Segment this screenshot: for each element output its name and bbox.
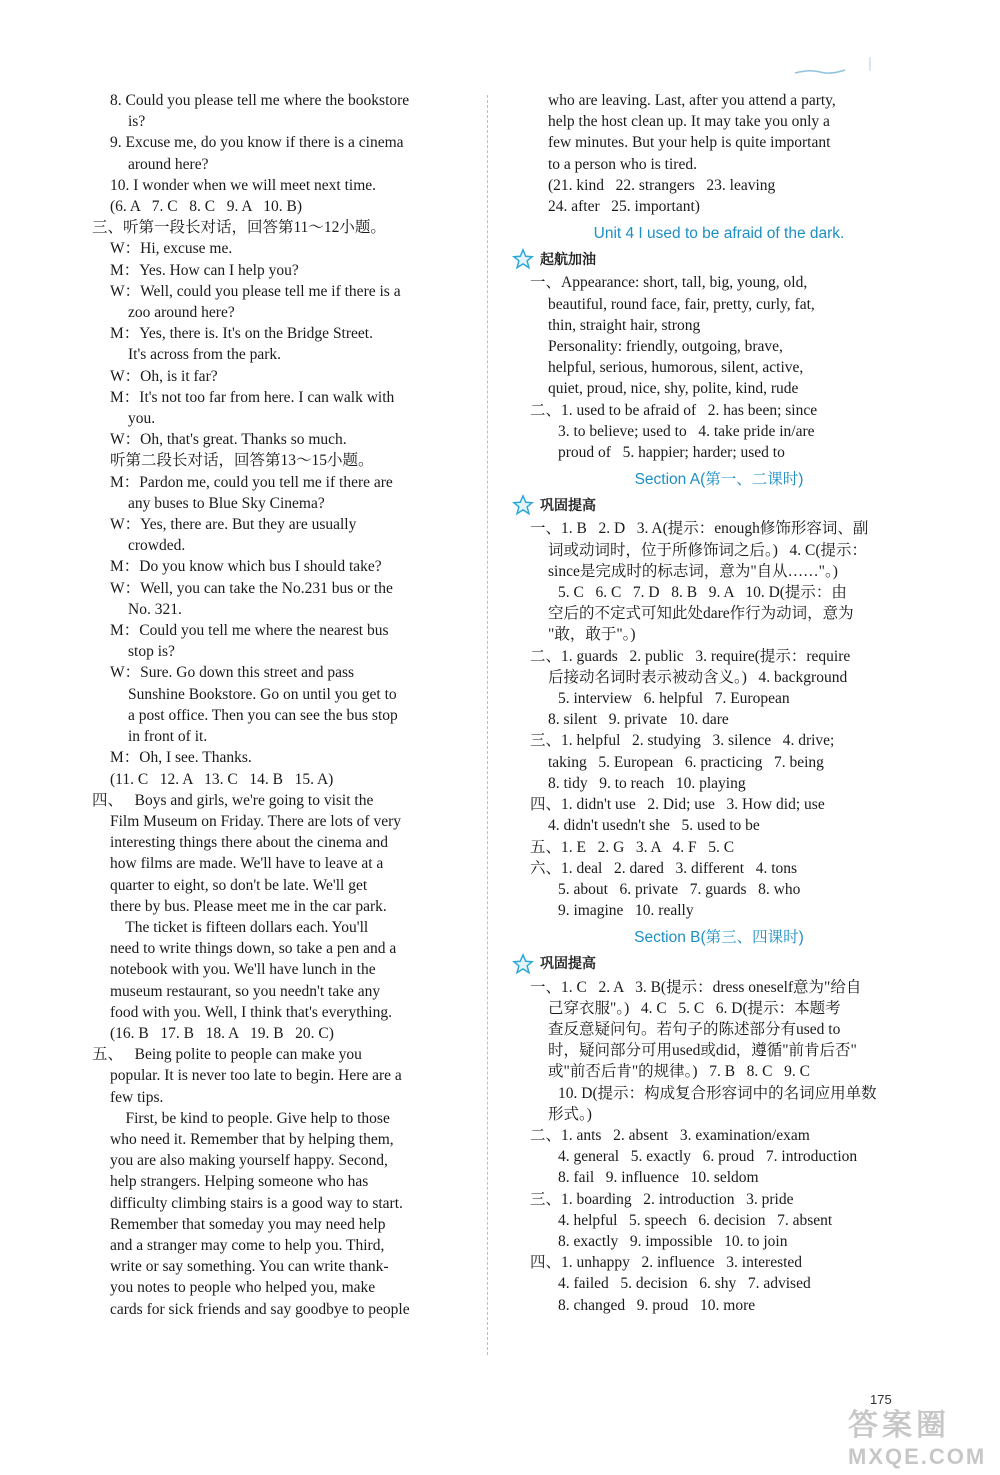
text-line: notebook with you. We'll have lunch in the xyxy=(110,961,376,979)
text-line: few tips. xyxy=(110,1088,164,1106)
text-line: zoo around here? xyxy=(128,304,235,322)
text-line: is? xyxy=(128,113,146,131)
text-line: need to write things down, so take a pen and a xyxy=(110,940,397,958)
star-icon xyxy=(512,248,534,270)
text-line: around here? xyxy=(128,155,209,173)
watermark-logo: 答案圈 MXQE.COM xyxy=(848,1409,987,1469)
warmup-answers xyxy=(530,272,908,463)
text-line: 词或动词时，位于所修饰词之后。) 4. C(提示： xyxy=(548,541,868,559)
text-line: M：Do you know which bus I should take? xyxy=(110,558,382,576)
text-line: 5. about 6. private 7. guards 8. who xyxy=(558,880,801,898)
header-decoration xyxy=(790,55,880,85)
text-line: 4. failed 5. decision 6. shy 7. advised xyxy=(558,1275,811,1293)
text-line: Personality: friendly, outgoing, brave, xyxy=(548,338,783,356)
text-line: 五、 Being polite to people can make you xyxy=(92,1046,362,1064)
text-line: 四、1. didn't use 2. Did; use 3. How did; use xyxy=(530,796,825,814)
text-line: 5. C 6. C 7. D 8. B 9. A 10. D(提示：由 xyxy=(558,584,847,602)
text-line: help strangers. Helping someone who has xyxy=(110,1173,369,1191)
text-line: 听第二段长对话，回答第13～15小题。 xyxy=(110,452,374,470)
text-line: Remember that someday you may need help xyxy=(110,1215,386,1233)
text-line: 9. imagine 10. really xyxy=(558,902,694,920)
text-line: interesting things there about the cinema and xyxy=(110,834,389,852)
text-line: help the host clean up. It may take you only a xyxy=(548,113,830,131)
text-line: there by bus. Please meet me in the car park. xyxy=(110,897,387,915)
subheading-label: 巩固提高 xyxy=(540,496,596,513)
text-line: 10. I wonder when we will meet next time. xyxy=(110,176,377,194)
text-line: It's across from the park. xyxy=(128,346,282,364)
text-line: crowded. xyxy=(128,537,186,555)
text-line: who need it. Remember that by helping them, xyxy=(110,1130,394,1148)
text-line: 查反意疑问句。若句子的陈述部分有used to xyxy=(548,1020,841,1038)
text-line: 五、1. E 2. G 3. A 4. F 5. C xyxy=(530,838,735,856)
text-line: 二、1. guards 2. public 3. require(提示：require xyxy=(530,647,851,665)
text-line: 二、1. used to be afraid of 2. has been; since xyxy=(530,401,818,419)
text-line: 10. D(提示：构成复合形容词中的名词应用单数 xyxy=(558,1084,877,1102)
star-icon xyxy=(512,953,534,975)
text-line: 8. fail 9. influence 10. seldom xyxy=(558,1169,759,1187)
text-line: 4. helpful 5. speech 6. decision 7. absent xyxy=(558,1211,833,1229)
text-line: 三、听第一段长对话，回答第11～12小题。 xyxy=(92,219,386,237)
text-line: 3. to believe; used to 4. take pride in/are xyxy=(558,422,815,440)
text-line: M：Yes, there is. It's on the Bridge Street. xyxy=(110,325,373,343)
text-line: and a stranger may come to help you. Third, xyxy=(110,1236,385,1254)
text-line: 后接动名词时表示被动含义。) 4. background xyxy=(548,668,848,686)
text-line: (6. A 7. C 8. C 9. A 10. B) xyxy=(110,198,303,216)
text-line: 8. changed 9. proud 10. more xyxy=(558,1296,756,1314)
text-line: 四、1. unhappy 2. influence 3. interested xyxy=(530,1254,803,1272)
text-line: proud of 5. happier; harder; used to xyxy=(558,444,785,462)
text-line: 4. didn't usedn't she 5. used to be xyxy=(548,817,760,835)
text-line: M：Oh, I see. Thanks. xyxy=(110,749,252,767)
text-line: beautiful, round face, fair, pretty, curly, fat, xyxy=(548,295,815,313)
text-line: 二、1. ants 2. absent 3. examination/exam xyxy=(530,1126,810,1144)
text-line: 时，疑问部分可用used或did，遵循"前肯后否" xyxy=(548,1042,857,1060)
page-number: 175 xyxy=(870,1392,892,1407)
text-line: Sunshine Bookstore. Go on until you get to xyxy=(128,685,397,703)
text-line: museum restaurant, so you needn't take any xyxy=(110,982,381,1000)
text-line: thin, straight hair, strong xyxy=(548,316,701,334)
text-line: to a person who is tired. xyxy=(548,155,697,173)
text-line: M：Pardon me, could you tell me if there are xyxy=(110,473,393,491)
text-line: 8. Could you please tell me where the bookstore xyxy=(110,92,410,109)
text-line: W：Oh, is it far? xyxy=(110,367,218,385)
text-line: quarter to eight, so don't be late. We'll get xyxy=(110,876,368,894)
text-line: (16. B 17. B 18. A 19. B 20. C) xyxy=(110,1024,334,1042)
section-subheading xyxy=(512,953,908,975)
section-a-title: Section A(第一、二课时) xyxy=(634,471,804,489)
text-line: any buses to Blue Sky Cinema? xyxy=(128,494,325,512)
left-column xyxy=(92,90,477,1320)
text-line: No. 321. xyxy=(128,600,182,618)
text-line: you notes to people who helped you, make xyxy=(110,1279,376,1297)
text-line: M：It's not too far from here. I can walk with xyxy=(110,388,395,406)
text-line: how films are made. We'll have to leave at a xyxy=(110,855,384,873)
right-column xyxy=(530,90,908,1316)
text-line: M：Yes. How can I help you? xyxy=(110,261,299,279)
text-line: 空后的不定式可知此处dare作行为动词，意为 xyxy=(548,605,854,623)
text-line: M：Could you tell me where the nearest bus xyxy=(110,622,389,640)
text-line: in front of it. xyxy=(128,728,208,746)
section-subheading xyxy=(512,248,908,270)
text-line: (11. C 12. A 13. C 14. B 15. A) xyxy=(110,770,334,788)
text-line: 24. after 25. important) xyxy=(548,198,700,216)
text-line: taking 5. European 6. practicing 7. being xyxy=(548,753,824,771)
text-line: 8. silent 9. private 10. dare xyxy=(548,711,729,729)
subheading-label: 巩固提高 xyxy=(540,954,596,971)
text-line: 形式。) xyxy=(548,1105,592,1123)
section-subheading xyxy=(512,494,908,516)
text-line: (21. kind 22. strangers 23. leaving xyxy=(548,176,776,194)
text-line: you are also making yourself happy. Second, xyxy=(110,1152,388,1170)
text-line: popular. It is never too late to begin. Here are a xyxy=(110,1067,402,1085)
unit-title: Unit 4 I used to be afraid of the dark. xyxy=(593,225,845,243)
text-line: 4. general 5. exactly 6. proud 7. introduction xyxy=(558,1148,858,1166)
text-line: W：Yes, there are. But they are usually xyxy=(110,516,357,534)
text-line: 三、1. helpful 2. studying 3. silence 4. drive; xyxy=(530,732,835,750)
text-line: 三、1. boarding 2. introduction 3. pride xyxy=(530,1190,794,1208)
text-line: write or say something. You can write thank- xyxy=(110,1258,389,1276)
column-divider xyxy=(487,95,488,1355)
text-line: First, be kind to people. Give help to those xyxy=(110,1109,390,1127)
text-line: food with you. Well, I think that's everything. xyxy=(110,1003,392,1021)
text-line: The ticket is fifteen dollars each. You'll xyxy=(110,918,369,936)
text-line: 一、1. C 2. A 3. B(提示：dress oneself意为"给自 xyxy=(530,978,862,996)
text-line: Film Museum on Friday. There are lots of very xyxy=(110,812,402,830)
text-line: a post office. Then you can see the bus stop xyxy=(128,706,398,724)
text-line: 六、1. deal 2. dared 3. different 4. tons xyxy=(530,859,798,877)
text-line: 9. Excuse me, do you know if there is a cinema xyxy=(110,134,404,152)
text-line: 四、 Boys and girls, we're going to visit the xyxy=(92,791,374,809)
text-line: helpful, serious, humorous, silent, active, xyxy=(548,359,804,377)
text-line: since是完成时的标志词，意为"自从……"。) xyxy=(548,562,838,580)
text-line: difficulty climbing stairs is a good way to start. xyxy=(110,1194,403,1212)
section-b-title: Section B(第三、四课时) xyxy=(634,929,804,947)
text-line: 8. exactly 9. impossible 10. to join xyxy=(558,1232,788,1250)
text-line: W：Sure. Go down this street and pass xyxy=(110,664,355,682)
text-line: 一、1. B 2. D 3. A(提示：enough修饰形容词、副 xyxy=(530,520,869,538)
text-line: W：Oh, that's great. Thanks so much. xyxy=(110,431,347,449)
text-line: W：Well, you can take the No.231 bus or the xyxy=(110,579,393,597)
text-line: W：Well, could you please tell me if there is a xyxy=(110,282,401,300)
subheading-label: 起航加油 xyxy=(540,250,596,267)
text-line: 一、Appearance: short, tall, big, young, old, xyxy=(530,274,808,292)
text-line: W：Hi, excuse me. xyxy=(110,240,233,258)
text-line: quiet, proud, nice, shy, polite, kind, rude xyxy=(548,380,799,398)
text-line: stop is? xyxy=(128,643,175,661)
text-line: "敢，敢于"。) xyxy=(548,626,636,644)
text-line: few minutes. But your help is quite important xyxy=(548,134,831,152)
text-line: 或"前否后肯"的规律。) 7. B 8. C 9. C xyxy=(548,1063,810,1081)
text-line: cards for sick friends and say goodbye to people xyxy=(110,1300,410,1318)
star-icon xyxy=(512,494,534,516)
text-line: you. xyxy=(128,410,156,428)
passage-continuation xyxy=(530,90,908,217)
section-a-answers xyxy=(530,518,908,921)
text-line: 5. interview 6. helpful 7. European xyxy=(558,690,790,708)
text-line: 8. tidy 9. to reach 10. playing xyxy=(548,774,746,792)
section-b-answers xyxy=(530,977,908,1316)
text-line: who are leaving. Last, after you attend a party, xyxy=(548,92,836,109)
text-line: 己穿衣服"。) 4. C 5. C 6. D(提示：本题考 xyxy=(548,999,841,1017)
